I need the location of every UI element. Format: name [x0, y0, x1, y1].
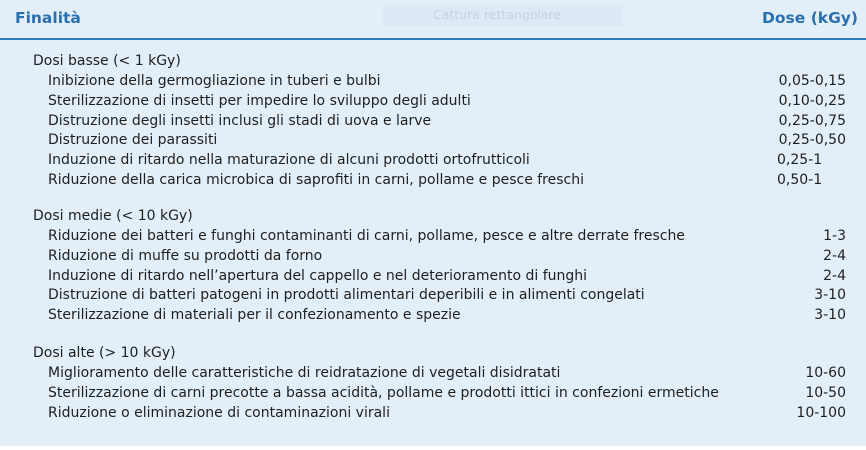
table-row — [0, 268, 866, 288]
table-row — [0, 365, 866, 385]
table-row — [0, 113, 866, 133]
dose-cell: 0,50-1 — [777, 172, 823, 188]
table-row — [0, 228, 866, 248]
section-title: Dosi basse (< 1 kGy) — [33, 53, 181, 69]
dose-cell: 10-50 — [805, 384, 846, 401]
table-row — [0, 93, 866, 113]
purpose-cell: Riduzione o eliminazione di contaminazioni virali — [48, 404, 390, 421]
table-row — [0, 405, 866, 425]
purpose-cell: Miglioramento delle caratteristiche di reidratazione di vegetali disidratati — [48, 365, 561, 381]
table-row — [0, 248, 866, 268]
section-title: Dosi alte (> 10 kGy) — [33, 345, 176, 361]
table-row — [0, 172, 866, 192]
dose-cell: 10-60 — [805, 365, 846, 381]
dose-column-header: Dose (kGy) — [762, 9, 858, 27]
purpose-cell: Sterilizzazione di carni precotte a bassa acidità, pollame e prodotti ittici in confezioni ermetiche — [48, 384, 719, 401]
purpose-cell: Sterilizzazione di materiali per il confezionamento e spezie — [48, 307, 461, 324]
purpose-cell: Distruzione di batteri patogeni in prodotti alimentari deperibili e in alimenti congelati — [48, 287, 645, 304]
table-row — [0, 307, 866, 327]
table-row — [0, 132, 866, 152]
rectangular-capture-overlay[interactable]: Cattura rettangolare — [383, 4, 623, 26]
purpose-cell: Distruzione dei parassiti — [48, 132, 218, 149]
dose-cell: 0,05-0,15 — [778, 73, 846, 89]
dose-cell: 10-100 — [796, 404, 846, 421]
dose-cell: 3-10 — [814, 287, 846, 304]
purpose-cell: Induzione di ritardo nell’apertura del cappello e nel deterioramento di funghi — [48, 267, 588, 284]
dose-cell: 2-4 — [823, 267, 846, 284]
dose-cell: 0,25-1 — [777, 152, 823, 169]
purpose-column-header: Finalità — [15, 9, 81, 27]
purpose-cell: Distruzione degli insetti inclusi gli stadi di uova e larve — [48, 112, 432, 129]
purpose-cell: Inibizione della germogliazione in tuberi e bulbi — [48, 73, 381, 89]
table-row — [0, 73, 866, 93]
dose-cell: 0,25-0,75 — [778, 112, 846, 129]
dose-cell: 2-4 — [823, 247, 846, 264]
dose-cell: 3-10 — [814, 307, 846, 324]
table-header — [0, 0, 866, 40]
purpose-cell: Riduzione della carica microbica di saprofiti in carni, pollame e pesce freschi — [48, 172, 584, 188]
table-row — [0, 287, 866, 307]
table-row — [0, 152, 866, 172]
dose-cell: 0,25-0,50 — [778, 132, 846, 149]
section-title: Dosi medie (< 10 kGy) — [33, 208, 193, 224]
dose-cell: 1-3 — [823, 228, 846, 244]
purpose-cell: Sterilizzazione di insetti per impedire lo sviluppo degli adulti — [48, 92, 471, 109]
table-row — [0, 385, 866, 405]
purpose-cell: Induzione di ritardo nella maturazione di alcuni prodotti ortofrutticoli — [48, 152, 530, 169]
purpose-cell: Riduzione dei batteri e funghi contaminanti di carni, pollame, pesce e altre derrate fresche — [48, 228, 685, 244]
dose-cell: 0,10-0,25 — [778, 92, 846, 109]
purpose-cell: Riduzione di muffe su prodotti da forno — [48, 247, 323, 264]
